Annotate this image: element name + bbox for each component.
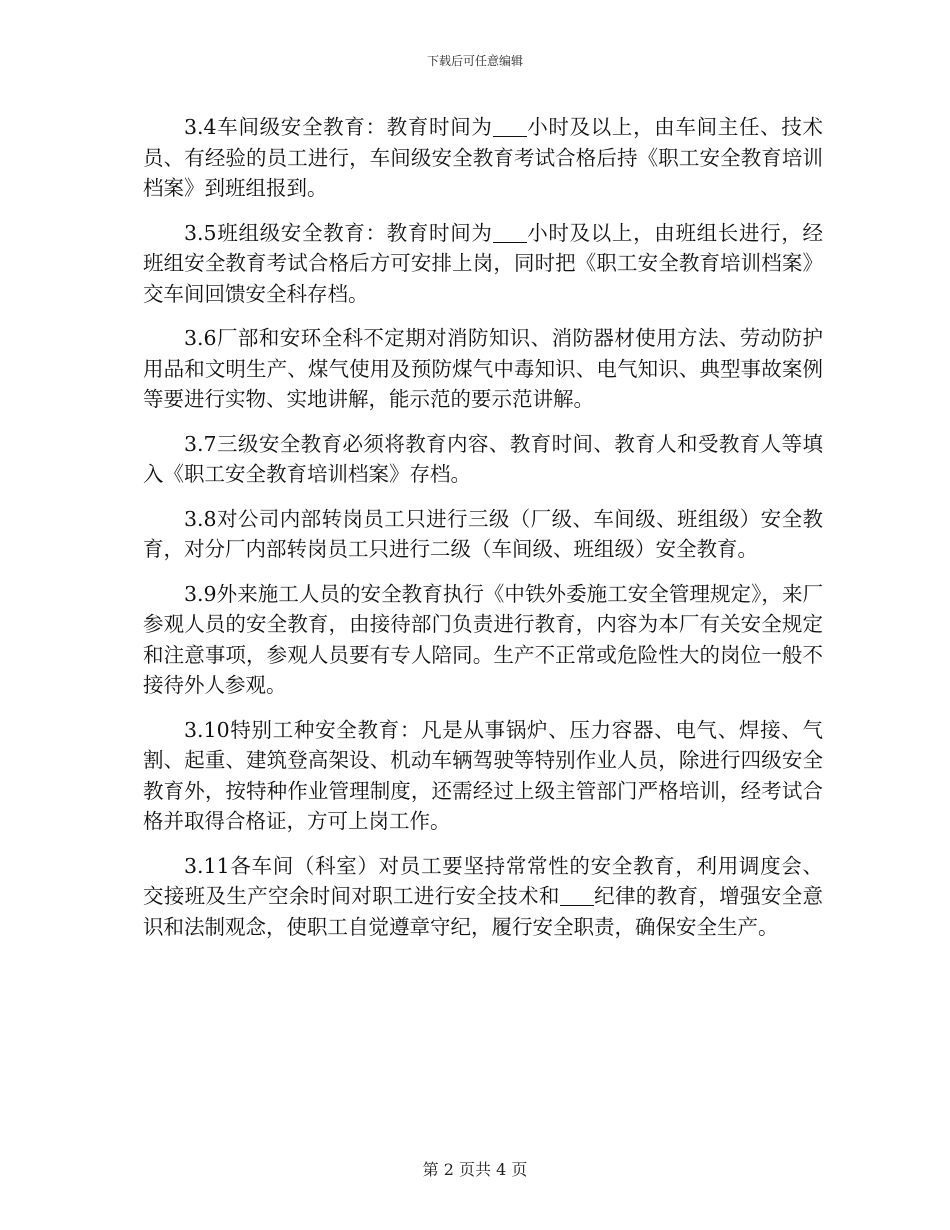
paragraph-3-7 — [143, 429, 823, 490]
paragraph-3-9 — [143, 579, 823, 701]
paragraph-text: 外来施工人员的安全教育执行《中铁外委施工安全管理规定》，来厂参观人员的安全教育，由接待部门负责进行教育，内容为本厂有关安全规定和注意事项，参观人员要有专人陪同。生产不正常或危险性大的岗位一般不接待外人参观。 — [143, 581, 823, 697]
section-number: 3.7 — [184, 431, 217, 456]
paragraph-text: 小时及以上，由车间主任、技术员、有经验的员工进行，车间级安全教育考试合格后持《职工安全教育培训档案》到班组报到。 — [143, 115, 824, 200]
fill-in-blank — [493, 116, 527, 137]
fill-in-blank — [493, 222, 527, 243]
paragraph-text: 厂部和安环全科不定期对消防知识、消防器材使用方法、劳动防护用品和文明生产、煤气使用及预防煤气中毒知识、电气知识、典型事故案例等要进行实物、实地讲解，能示范的要示范讲解。 — [143, 326, 823, 411]
paragraph-3-5 — [143, 218, 823, 310]
section-number: 3.8 — [184, 506, 217, 531]
section-number: 3.10 — [184, 717, 230, 742]
page-header: 下载后可任意编辑 — [426, 54, 523, 68]
paragraph-text: 各车间（科室）对员工要坚持常常性的安全教育，利用调度会、交接班及生产空余时间对职工进行安全技术和 — [143, 853, 823, 908]
paragraph-text: 特别工种安全教育：凡是从事锅炉、压力容器、电气、焊接、气割、起重、建筑登高架设、机动车辆驾驶等特别作业人员，除进行四级安全教育外，按特种作业管理制度，还需经过上级主管部门严格培训，经考试合格并取得合格证，方可上岗工作。 — [143, 717, 823, 833]
section-number: 3.11 — [184, 853, 230, 878]
paragraph-text: 车间级安全教育：教育时间为 — [216, 115, 493, 139]
paragraph-text: 对公司内部转岗员工只进行三级（厂级、车间级、班组级）安全教育，对分厂内部转岗员工只进行二级（车间级、班组级）安全教育。 — [143, 506, 823, 561]
fill-in-blank — [560, 885, 594, 906]
section-number: 3.9 — [184, 581, 217, 606]
document-body — [143, 112, 823, 956]
paragraph-3-10 — [143, 715, 823, 837]
section-number: 3.6 — [184, 326, 217, 350]
paragraph-text: 纪律的教育，增强安全意识和法制观念，使职工自觉遵章守纪，履行安全职责，确保安全生产。 — [143, 884, 824, 939]
page-footer: 第 2 页共 4 页 — [422, 1160, 528, 1179]
paragraph-3-8 — [143, 504, 823, 565]
paragraph-text: 班组级安全教育：教育时间为 — [216, 220, 493, 245]
section-number: 3.5 — [184, 220, 217, 245]
paragraph-text: 小时及以上，由班组长进行，经班组安全教育考试合格后方可安排上岗，同时把《职工安全教育培训档案》交车间回馈安全科存档。 — [143, 220, 824, 306]
paragraph-3-11 — [143, 851, 823, 943]
section-number: 3.4 — [184, 115, 217, 139]
paragraph-text: 三级安全教育必须将教育内容、教育时间、教育人和受教育人等填入《职工安全教育培训档案》存档。 — [143, 431, 823, 486]
paragraph-3-6 — [143, 323, 823, 415]
paragraph-3-4 — [143, 112, 823, 204]
